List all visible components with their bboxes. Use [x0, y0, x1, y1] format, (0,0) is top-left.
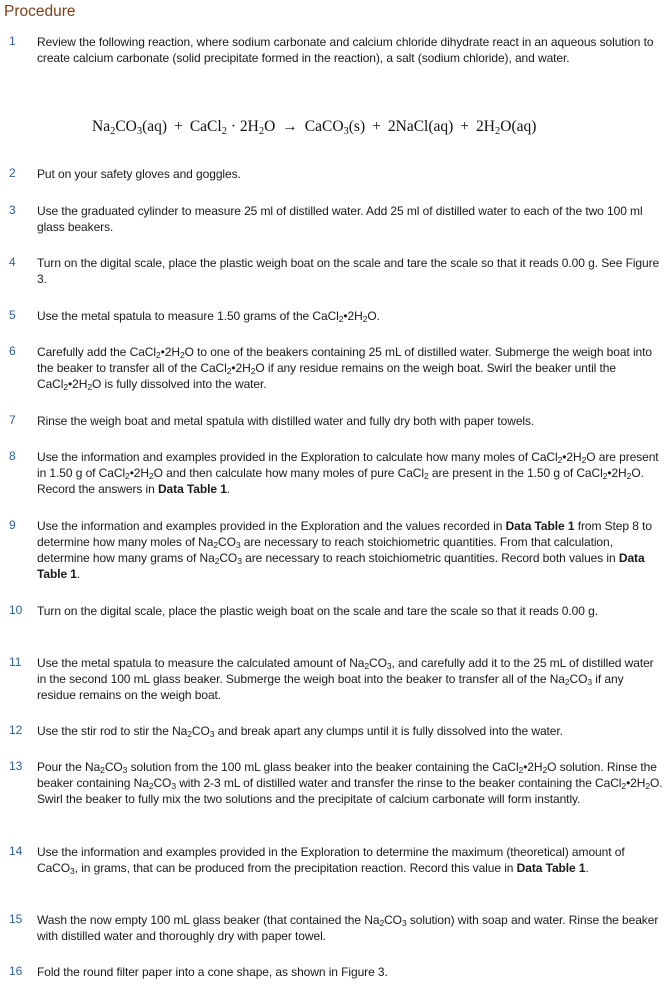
- equation-product: $2H_2O(aq)$: [476, 118, 537, 137]
- step-text: Wash the now empty 100 mL glass beaker (that contained the $Na_2CO_3$ solution) with soap and water. Rinse the beaker with distilled water and thoroughly dry with paper towel.: [37, 913, 659, 943]
- step-text: Use the information and examples provided in the Exploration to calculate how many moles of $CaCl_2•2H_2O$ are present in 1.50 g of $CaCl_2•2H_2O$ and then calculate how many moles of pure CaCl$_2$ are present in the 1.50 g of $CaCl_2•2H_2O$. Record the answers in Data Table 1.: [37, 450, 659, 496]
- equation-reactant: CaCl$_2$ · $2H_2O$: [189, 118, 276, 137]
- plus-sign: +: [460, 118, 470, 135]
- plus-sign: +: [372, 118, 381, 135]
- step-number: 9: [9, 518, 16, 532]
- step-text: Review the following reaction, where sodium carbonate and calcium chloride dihydrate react in an aqueous solution to create calcium carbonate (solid precipitate formed in the reaction), a salt (sodium chloride), and water.: [37, 35, 654, 65]
- equation-product: CaCO$_3$(s): [304, 118, 366, 137]
- step-text: Put on your safety gloves and goggles.: [37, 167, 241, 181]
- step-text: Carefully add the $CaCl_2•2H_2O$ to one of the beakers containing 25 mL of distilled water. Submerge the weigh boat into the beaker to transfer all of the $CaCl_2•2H_2O$ if any residue remains on the weigh boat. Swirl the beaker until the $CaCl_2•2H_2O$ is fully dissolved into the water.: [37, 345, 652, 392]
- step-number: 14: [9, 844, 23, 858]
- step-text: Turn on the digital scale, place the plastic weigh boat on the scale and tare the scale so that it reads 0.00 g. See Figure 3.: [37, 256, 660, 286]
- step-text: Turn on the digital scale, place the plastic weigh boat on the scale and tare the scale so that it reads 0.00 g.: [37, 604, 598, 618]
- step-text: Use the graduated cylinder to measure 25 ml of distilled water. Add 25 ml of distilled water to each of the two 100 ml glass beakers.: [37, 204, 643, 234]
- step-text: Use the stir rod to stir the $Na_2CO_3$ and break apart any clumps until it is fully dissolved into the water.: [37, 724, 563, 739]
- step-number: 15: [9, 912, 23, 926]
- step-number: 4: [9, 255, 16, 269]
- step-number: 3: [9, 203, 16, 217]
- step-text: Rinse the weigh boat and metal spatula with distilled water and fully dry both with paper towels.: [37, 414, 535, 428]
- equation-reactant: $Na_2CO_3(aq)$: [92, 118, 168, 137]
- step-text: Use the information and examples provided in the Exploration to determine the maximum (theoretical) amount of CaCO$_3$, in grams, that can be produced from the precipitation reaction. Record this value in Data Table 1.: [37, 845, 625, 876]
- equation-product: 2NaCl(aq): [387, 118, 454, 135]
- step-number: 1: [9, 34, 16, 48]
- step-text: Use the information and examples provided in the Exploration and the values recorded in Data Table 1 from Step 8 to determine how many moles of $Na_2CO_3$ are necessary to reach stoichiometric quantities. From that calculation, determine how many grams of $Na_2CO_3$ are necessary to reach stoichiometric quantities. Record both values in Data Table 1.: [37, 519, 652, 581]
- step-number: 2: [9, 166, 16, 180]
- step-number: 6: [9, 344, 16, 358]
- step-number: 13: [9, 759, 23, 773]
- section-heading: Procedure: [4, 3, 76, 20]
- step-text: Fold the round filter paper into a cone shape, as shown in Figure 3.: [37, 965, 388, 979]
- plus-sign: +: [174, 118, 183, 135]
- step-number: 5: [9, 308, 16, 322]
- step-number: 10: [9, 603, 23, 617]
- step-number: 16: [9, 964, 23, 978]
- reaction-equation: [92, 118, 652, 136]
- step-text: Use the metal spatula to measure the calculated amount of $Na_2CO_3$, and carefully add it to the 25 mL of distilled water in the second 100 mL glass beaker. Submerge the weigh boat into the beaker to transfer all of the $Na_2CO_3$ if any residue remains on the weigh boat.: [37, 656, 654, 702]
- step-number: 7: [9, 413, 16, 427]
- reaction-arrow: →: [282, 118, 298, 135]
- step-number: 12: [9, 723, 23, 737]
- step-number: 8: [9, 449, 16, 463]
- step-text: Use the metal spatula to measure 1.50 grams of the $CaCl_2•2H_2O$.: [37, 309, 380, 324]
- step-number: 11: [9, 655, 22, 669]
- step-text: Pour the $Na_2CO_3$ solution from the 100 mL glass beaker into the beaker containing the $CaCl_2•2H_2O$ solution. Rinse the beaker containing $Na_2CO_3$ with 2-3 mL of distilled water and transfer the rinse to the beaker containing the $CaCl_2•2H_2O$. Swirl the beaker to fully mix the two solutions and the precipitate of calcium carbonate will form instantly.: [37, 760, 663, 806]
